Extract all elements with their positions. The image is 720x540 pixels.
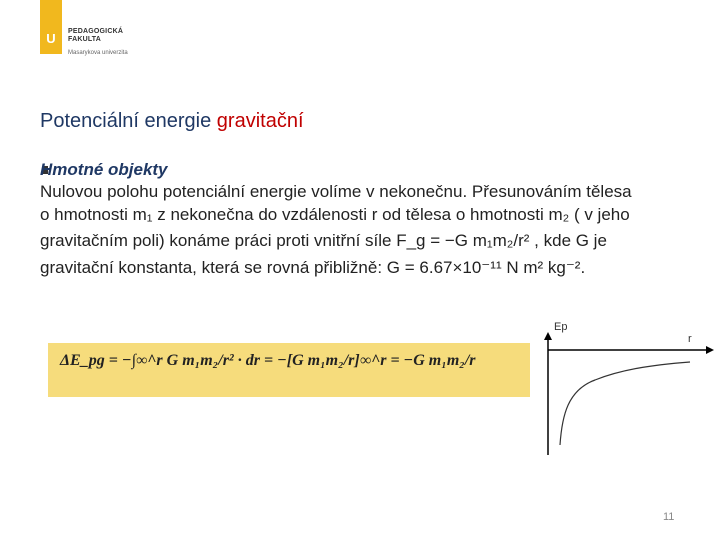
title-main: Potenciální energie <box>40 110 217 132</box>
x-axis-label: r <box>688 333 692 345</box>
y-axis-arrow <box>544 332 552 340</box>
paragraph-line-3: gravitačním poli) konáme práci proti vnitřní síle F_g = −G m₁m₂/r² , kde G je <box>40 231 607 250</box>
paragraph-line-2: o hmotnosti m₁ z nekonečna do vzdálenosti r od tělesa o hmotnosti m₂ ( v jeho <box>40 205 630 224</box>
y-axis-label: Ep <box>554 321 568 333</box>
paragraph-line-4: gravitační konstanta, která se rovná přibližně: G = 6.67×10⁻¹¹ N m² kg⁻². <box>40 258 586 277</box>
section-heading: Hmotné objekty <box>40 160 168 179</box>
slide-title <box>40 110 304 133</box>
logo-mark: U <box>46 31 56 46</box>
title-accent: gravitační <box>216 110 304 132</box>
potential-energy-graph <box>540 320 720 460</box>
logo-university: Masarykova univerzita <box>68 50 128 56</box>
energy-formula: ΔE_pg = −∫∞^r G m₁m₂/r² · dr = −[G m₁m₂/r]∞^r = −G m₁m₂/r <box>60 352 476 369</box>
page-number: 11 <box>663 511 675 523</box>
energy-curve <box>560 362 690 445</box>
logo-line-1: PEDAGOGICKÁ <box>68 28 124 35</box>
x-axis-arrow <box>706 346 714 354</box>
paragraph-line-1: Nulovou polohu potenciální energie volíme v nekonečnu. Přesunováním tělesa <box>40 182 632 201</box>
logo-name <box>68 28 123 44</box>
logo-line-2: FAKULTA <box>68 36 102 43</box>
